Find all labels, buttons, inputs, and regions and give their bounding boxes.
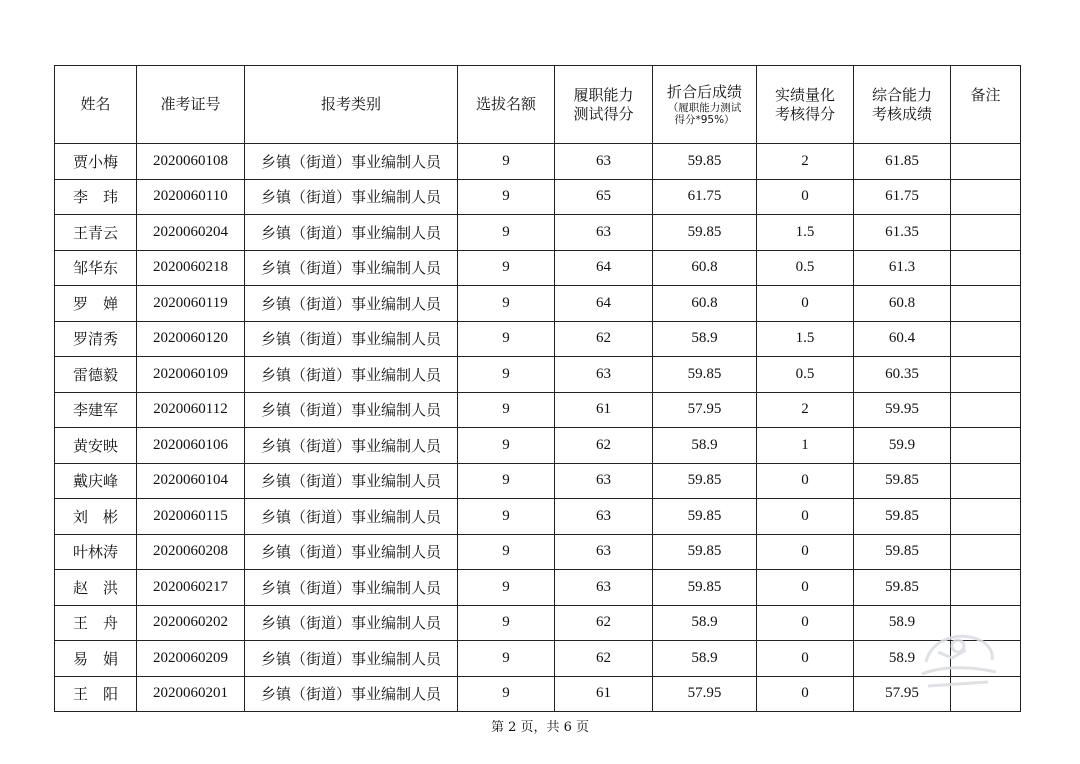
cell-quota: 9 (458, 605, 555, 641)
cell-category: 乡镇（街道）事业编制人员 (245, 605, 458, 641)
cell-ability: 62 (555, 321, 653, 357)
header-quota: 选拔名额 (458, 66, 555, 144)
cell-total: 57.95 (854, 676, 951, 712)
cell-quota: 9 (458, 534, 555, 570)
cell-performance: 1.5 (757, 215, 854, 251)
cell-total: 60.35 (854, 357, 951, 393)
cell-converted: 59.85 (653, 357, 757, 393)
cell-category: 乡镇（街道）事业编制人员 (245, 321, 458, 357)
header-ability-line2: 测试得分 (573, 104, 634, 123)
cell-category: 乡镇（街道）事业编制人员 (245, 428, 458, 464)
table-row (55, 605, 1021, 641)
cell-quota: 9 (458, 463, 555, 499)
watermark-logo-icon (908, 622, 1004, 694)
cell-remark (951, 534, 1021, 570)
cell-category: 乡镇（街道）事业编制人员 (245, 392, 458, 428)
cell-quota: 9 (458, 392, 555, 428)
cell-quota: 9 (458, 144, 555, 180)
cell-quota: 9 (458, 179, 555, 215)
cell-exam-id: 2020060209 (137, 641, 245, 677)
cell-converted: 61.75 (653, 179, 757, 215)
header-total-score (854, 66, 951, 144)
cell-category: 乡镇（街道）事业编制人员 (245, 286, 458, 322)
table-body (55, 144, 1021, 712)
cell-performance: 0 (757, 286, 854, 322)
cell-converted: 60.8 (653, 250, 757, 286)
cell-exam-id: 2020060201 (137, 676, 245, 712)
cell-quota: 9 (458, 286, 555, 322)
header-converted-line1: 折合后成绩 (666, 83, 742, 101)
cell-remark (951, 250, 1021, 286)
cell-exam-id: 2020060108 (137, 144, 245, 180)
cell-quota: 9 (458, 499, 555, 535)
page-number: 第 2 页，共 6 页 (490, 720, 590, 735)
header-name: 姓名 (55, 66, 137, 144)
cell-performance: 0 (757, 641, 854, 677)
cell-remark (951, 570, 1021, 606)
header-exam-id: 准考证号 (137, 66, 245, 144)
cell-exam-id: 2020060106 (137, 428, 245, 464)
table-row (55, 286, 1021, 322)
cell-quota: 9 (458, 641, 555, 677)
cell-ability: 62 (555, 605, 653, 641)
cell-ability: 63 (555, 570, 653, 606)
cell-exam-id: 2020060110 (137, 179, 245, 215)
cell-total: 59.85 (854, 570, 951, 606)
cell-performance: 0 (757, 570, 854, 606)
cell-ability: 65 (555, 179, 653, 215)
cell-category: 乡镇（街道）事业编制人员 (245, 357, 458, 393)
cell-name: 邹华东 (55, 250, 137, 286)
cell-remark (951, 144, 1021, 180)
cell-exam-id: 2020060109 (137, 357, 245, 393)
cell-performance: 0 (757, 179, 854, 215)
cell-total: 61.85 (854, 144, 951, 180)
cell-exam-id: 2020060204 (137, 215, 245, 251)
cell-converted: 57.95 (653, 676, 757, 712)
cell-total: 59.85 (854, 499, 951, 535)
cell-total: 58.9 (854, 605, 951, 641)
cell-quota: 9 (458, 321, 555, 357)
cell-name: 罗 婵 (55, 286, 137, 322)
cell-ability: 62 (555, 641, 653, 677)
cell-exam-id: 2020060119 (137, 286, 245, 322)
cell-name: 罗清秀 (55, 321, 137, 357)
cell-name: 戴庆峰 (55, 463, 137, 499)
cell-quota: 9 (458, 676, 555, 712)
cell-ability: 63 (555, 499, 653, 535)
table-row (55, 463, 1021, 499)
cell-remark (951, 321, 1021, 357)
cell-name: 易 娟 (55, 641, 137, 677)
cell-converted: 57.95 (653, 392, 757, 428)
table-row (55, 392, 1021, 428)
cell-name: 赵 洪 (55, 570, 137, 606)
table-row (55, 499, 1021, 535)
header-remark: 备注 (951, 66, 1021, 144)
cell-performance: 0.5 (757, 357, 854, 393)
cell-performance: 0.5 (757, 250, 854, 286)
cell-category: 乡镇（街道）事业编制人员 (245, 179, 458, 215)
cell-total: 59.85 (854, 463, 951, 499)
cell-performance: 0 (757, 534, 854, 570)
cell-converted: 60.8 (653, 286, 757, 322)
table-row (55, 144, 1021, 180)
cell-remark (951, 215, 1021, 251)
header-perf-line1: 实绩量化 (774, 85, 835, 104)
cell-category: 乡镇（街道）事业编制人员 (245, 676, 458, 712)
cell-exam-id: 2020060218 (137, 250, 245, 286)
table-row (55, 215, 1021, 251)
header-performance-score (757, 66, 854, 144)
cell-remark (951, 286, 1021, 322)
cell-exam-id: 2020060112 (137, 392, 245, 428)
cell-name: 叶林涛 (55, 534, 137, 570)
cell-performance: 0 (757, 605, 854, 641)
table-header (55, 66, 1021, 144)
header-total-line1: 综合能力 (871, 85, 932, 104)
table-row (55, 321, 1021, 357)
cell-name: 雷德毅 (55, 357, 137, 393)
cell-category: 乡镇（街道）事业编制人员 (245, 499, 458, 535)
header-ability-line1: 履职能力 (573, 85, 634, 104)
cell-exam-id: 2020060217 (137, 570, 245, 606)
cell-quota: 9 (458, 357, 555, 393)
cell-category: 乡镇（街道）事业编制人员 (245, 534, 458, 570)
cell-quota: 9 (458, 215, 555, 251)
cell-name: 贾小梅 (55, 144, 137, 180)
cell-converted: 59.85 (653, 534, 757, 570)
cell-performance: 1.5 (757, 321, 854, 357)
table-row (55, 534, 1021, 570)
cell-ability: 63 (555, 215, 653, 251)
cell-total: 59.85 (854, 534, 951, 570)
cell-converted: 59.85 (653, 570, 757, 606)
cell-name: 王 阳 (55, 676, 137, 712)
header-converted-score (653, 66, 757, 144)
cell-remark (951, 357, 1021, 393)
table-row (55, 250, 1021, 286)
cell-exam-id: 2020060202 (137, 605, 245, 641)
cell-quota: 9 (458, 428, 555, 464)
cell-remark (951, 179, 1021, 215)
cell-remark (951, 428, 1021, 464)
table-row (55, 357, 1021, 393)
cell-category: 乡镇（街道）事业编制人员 (245, 641, 458, 677)
table-row (55, 641, 1021, 677)
cell-remark (951, 463, 1021, 499)
cell-ability: 61 (555, 392, 653, 428)
cell-remark (951, 499, 1021, 535)
header-category: 报考类别 (245, 66, 458, 144)
cell-converted: 59.85 (653, 144, 757, 180)
cell-total: 61.75 (854, 179, 951, 215)
cell-performance: 2 (757, 144, 854, 180)
cell-total: 61.3 (854, 250, 951, 286)
cell-total: 59.9 (854, 428, 951, 464)
cell-category: 乡镇（街道）事业编制人员 (245, 250, 458, 286)
cell-performance: 0 (757, 463, 854, 499)
cell-converted: 58.9 (653, 428, 757, 464)
cell-ability: 62 (555, 428, 653, 464)
cell-category: 乡镇（街道）事业编制人员 (245, 463, 458, 499)
cell-total: 58.9 (854, 641, 951, 677)
cell-ability: 63 (555, 357, 653, 393)
cell-ability: 61 (555, 676, 653, 712)
table-row (55, 428, 1021, 464)
cell-ability: 63 (555, 463, 653, 499)
cell-performance: 1 (757, 428, 854, 464)
cell-name: 李 玮 (55, 179, 137, 215)
table-row (55, 676, 1021, 712)
table-row (55, 179, 1021, 215)
header-converted-note2: 得分*95%） (674, 114, 735, 126)
cell-name: 王青云 (55, 215, 137, 251)
cell-name: 王 舟 (55, 605, 137, 641)
cell-name: 李建军 (55, 392, 137, 428)
cell-exam-id: 2020060120 (137, 321, 245, 357)
cell-ability: 63 (555, 534, 653, 570)
header-row (55, 66, 1021, 144)
cell-quota: 9 (458, 250, 555, 286)
cell-name: 刘 彬 (55, 499, 137, 535)
cell-ability: 64 (555, 250, 653, 286)
header-ability-score (555, 66, 653, 144)
cell-category: 乡镇（街道）事业编制人员 (245, 144, 458, 180)
cell-converted: 59.85 (653, 215, 757, 251)
cell-remark (951, 392, 1021, 428)
cell-category: 乡镇（街道）事业编制人员 (245, 570, 458, 606)
cell-ability: 63 (555, 144, 653, 180)
cell-exam-id: 2020060115 (137, 499, 245, 535)
cell-total: 60.4 (854, 321, 951, 357)
cell-converted: 58.9 (653, 605, 757, 641)
cell-name: 黄安映 (55, 428, 137, 464)
cell-ability: 64 (555, 286, 653, 322)
cell-performance: 2 (757, 392, 854, 428)
cell-converted: 58.9 (653, 321, 757, 357)
cell-exam-id: 2020060208 (137, 534, 245, 570)
cell-converted: 59.85 (653, 463, 757, 499)
cell-category: 乡镇（街道）事业编制人员 (245, 215, 458, 251)
table-row (55, 570, 1021, 606)
cell-total: 60.8 (854, 286, 951, 322)
header-converted-note1: （履职能力测试 (667, 102, 742, 114)
cell-quota: 9 (458, 570, 555, 606)
cell-converted: 59.85 (653, 499, 757, 535)
score-table (54, 65, 1021, 712)
cell-total: 61.35 (854, 215, 951, 251)
cell-performance: 0 (757, 499, 854, 535)
cell-performance: 0 (757, 676, 854, 712)
header-total-line2: 考核成绩 (871, 104, 932, 123)
cell-exam-id: 2020060104 (137, 463, 245, 499)
cell-total: 59.95 (854, 392, 951, 428)
cell-converted: 58.9 (653, 641, 757, 677)
header-perf-line2: 考核得分 (774, 104, 835, 123)
